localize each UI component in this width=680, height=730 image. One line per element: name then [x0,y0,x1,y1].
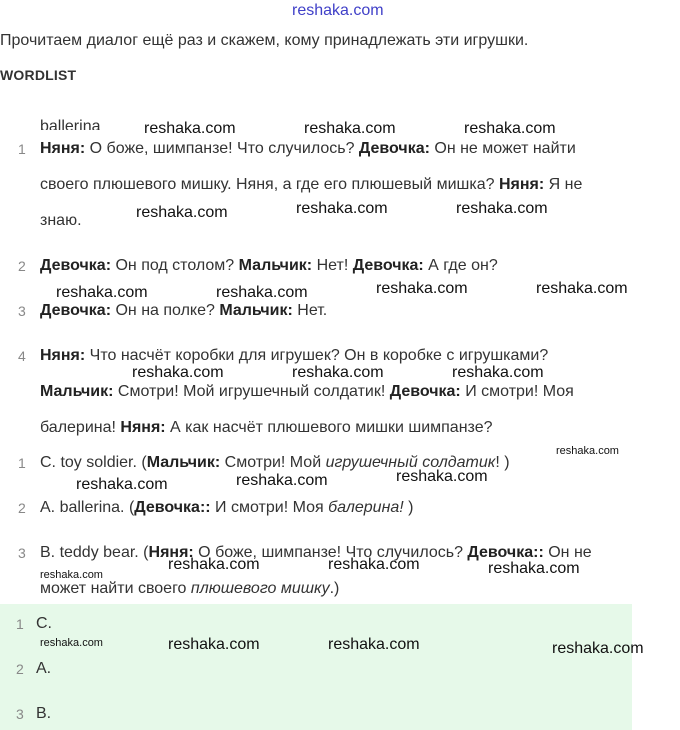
line-text: И смотри! Моя [460,383,574,400]
watermark: reshaka.com [556,445,619,457]
speaker-label: Девочка:: [134,499,211,516]
dialogue-line [40,383,574,401]
line-text: И смотри! Моя [210,499,329,516]
answer-number: 1 [16,616,24,632]
line-text: Он на полке? [111,302,220,319]
line-text: .) [329,580,340,597]
watermark: reshaka.com [296,200,388,217]
match-line [40,580,339,598]
emphasis-text: балерина! [328,499,404,516]
line-text: Что насчёт коробки для игрушек? Он в коробке с игрушками? [85,347,549,364]
watermark: reshaka.com [144,120,236,137]
answer-letter: A. [36,660,52,677]
dialogue-line [40,212,82,230]
line-text: Я не [544,176,583,193]
watermark: reshaka.com [168,636,260,653]
watermark: reshaka.com [464,120,556,137]
emphasis-text: плюшевого мишку [190,580,330,597]
speaker-label: Мальчик: [219,302,293,319]
line-text: Смотри! Мой игрушечный солдатик! [113,383,390,400]
line-text: А где он? [423,257,498,274]
line-text: балерина! [40,419,121,436]
dialogue-number: 1 [18,141,26,157]
watermark: reshaka.com [236,472,328,489]
watermark: reshaka.com [56,284,148,301]
watermark: reshaka.com [292,364,384,381]
emphasis-text: игрушечный солдатик [325,454,496,471]
watermark: reshaka.com [216,284,308,301]
line-text: А как насчёт плюшевого мишки шимпанзе? [165,419,493,436]
dialogue-line [40,176,582,194]
watermark: reshaka.com [536,280,628,297]
watermark: reshaka.com [488,560,580,577]
line-text: Нет. [292,302,328,319]
match-line [40,499,414,517]
match-number: 2 [18,500,26,516]
watermark: reshaka.com [376,280,468,297]
dialogue-line [40,347,548,365]
match-number: 1 [18,455,26,471]
line-text: Он не может найти [429,140,576,157]
line-text: A. ballerina. ( [40,499,135,516]
line-text: может найти своего [40,580,191,597]
watermark: reshaka.com [452,364,544,381]
site-link[interactable]: reshaka.com [292,2,384,19]
watermark: reshaka.com [132,364,224,381]
speaker-label: Няня: [148,544,194,561]
answer-number: 3 [16,706,24,722]
speaker-label: Девочка: [358,140,430,157]
watermark: reshaka.com [136,204,228,221]
line-text: О боже, шимпанзе! Что случилось? [85,140,359,157]
watermark: reshaka.com [552,640,644,657]
answer-letter: B. [36,705,52,722]
line-text: C. toy soldier. ( [40,454,147,471]
watermark: reshaka.com [40,569,103,581]
match-number: 3 [18,545,26,561]
line-text: знаю. [40,212,82,229]
dialogue-line [40,140,576,158]
watermark: reshaka.com [328,636,420,653]
line-text: Он не [543,544,592,561]
speaker-label: Девочка: [40,302,112,319]
line-text: ) [403,499,414,516]
clipped-wordlist-item: ballerina [40,118,101,130]
dialogue-number: 3 [18,303,26,319]
dialogue-number: 4 [18,348,26,364]
line-text: своего плюшевого мишку. Няня, а где его плюшевый мишка? [40,176,499,193]
line-text: Он под столом? [111,257,239,274]
watermark: reshaka.com [40,637,103,649]
speaker-label: Няня: [498,176,545,193]
watermark: reshaka.com [76,476,168,493]
line-text: B. teddy bear. ( [40,544,149,561]
wordlist-heading: WORDLIST [0,67,77,83]
dialogue-number: 2 [18,258,26,274]
speaker-label: Няня: [120,419,166,436]
speaker-label: Мальчик: [238,257,313,274]
watermark: reshaka.com [304,120,396,137]
line-text: ! ) [495,454,510,471]
speaker-label: Девочка: [40,257,112,274]
answer-letter: C. [36,615,52,632]
speaker-label: Девочка: [389,383,461,400]
dialogue-line [40,257,498,275]
dialogue-line [40,302,327,320]
line-text: Смотри! Мой [220,454,326,471]
speaker-label: Няня: [40,140,86,157]
watermark: reshaka.com [328,556,420,573]
speaker-label: Мальчик: [40,383,114,400]
speaker-label: Мальчик: [146,454,221,471]
watermark: reshaka.com [456,200,548,217]
speaker-label: Няня: [40,347,86,364]
line-text: О боже, шимпанзе! Что случилось? [193,544,468,561]
watermark: reshaka.com [396,468,488,485]
answer-number: 2 [16,661,24,677]
instruction-text: Прочитаем диалог ещё раз и скажем, кому принадлежать эти игрушки. [0,32,529,49]
watermark: reshaka.com [168,556,260,573]
speaker-label: Девочка:: [467,544,544,561]
dialogue-line [40,419,493,437]
speaker-label: Девочка: [352,257,424,274]
line-text: Нет! [312,257,353,274]
answers-panel [0,604,632,730]
